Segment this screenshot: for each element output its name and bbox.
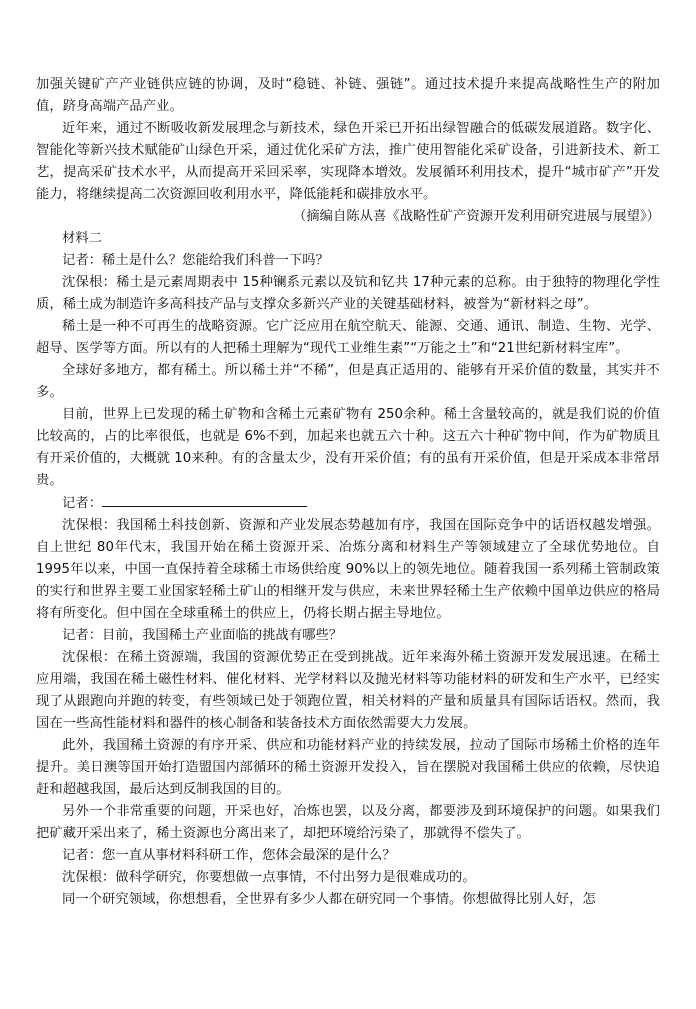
paragraph: 同一个研究领域，你想想看，全世界有多少人都在研究同一个事情。你想做得比别人好，怎 <box>62 892 596 907</box>
blank-question-label: 记者： <box>62 496 103 511</box>
paragraph: 全球好多地方，都有稀土。所以稀土并“不稀”，但是真正适用的、能够有开采价值的数量，其实并不多。 <box>36 363 660 400</box>
interview-answer: 沈保根：稀土是元素周期表中 15种镧系元素以及钪和钇共 17种元素的总称。由于独特的物理化学性质，稀土成为制造许多高科技产品与支撑众多新兴产业的关键基础材料，被誉为“新材料之母”。 <box>36 275 660 312</box>
interview-answer: 沈保根：我国稀土科技创新、资源和产业发展态势越加有序，我国在国际竞争中的话语权越发增强。自上世纪 80年代末，我国开始在稀土资源开采、冶炼分离和材料生产等领域建立了全球优势地位。自 1995年以来，中国一直保持着全球稀土市场供给度 90%以上的领先地位。随着我国一系列稀土管制政策的实行和世界主要工业国家轻稀土矿山的相继开发与供应，未来世界轻稀土生产依赖中国单边供应的格局将有所变化。但中国在全球重稀土的供应上，仍将长期占据主导地位。 <box>36 518 660 621</box>
blank-question <box>36 492 660 515</box>
interview-question: 记者：您一直从事材料科研工作，您体会最深的是什么？ <box>62 848 396 863</box>
source-citation: （摘编自陈从喜《战略性矿产资源开发利用研究进展与展望》） <box>292 209 660 224</box>
interview-question: 记者：稀土是什么？您能给我们科普一下吗？ <box>62 253 329 268</box>
paragraph: 目前，世界上已发现的稀土矿物和含稀土元素矿物有 250余种。稀土含量较高的，就是我们说的价值比较高的，占的比率很低，也就是 6%不到，加起来也就五六十种。这五六十种矿物中间，作为矿物质且有开采价值的，大概就 10来种。有的含量太少，没有开采价值；有的虽有开采价值，但是开采成本非常昂贵。 <box>36 407 660 488</box>
paragraph: 此外，我国稀土资源的有序开采、供应和功能材料产业的持续发展，拉动了国际市场稀土价格的连年提升。美日澳等国开始打造盟国内部循环的稀土资源开发投入，旨在摆脱对我国稀土供应的依赖，尽快追赶和超越我国，最后达到反制我国的目的。 <box>36 738 660 797</box>
paragraph: 稀土是一种不可再生的战略资源。它广泛应用在航空航天、能源、交通、通讯、制造、生物、光学、超导、医学等方面。所以有的人把稀土理解为“现代工业维生素”“万能之土”和“21世纪新材料宝库”。 <box>36 319 660 356</box>
answer-blank[interactable] <box>102 492 307 507</box>
interview-answer: 沈保根：在稀土资源端，我国的资源优势正在受到挑战。近年来海外稀土资源开发发展迅速。在稀土应用端，我国在稀土磁性材料、催化材料、光学材料以及抛光材料等功能材料的研发和生产水平，已经实现了从跟跑向并跑的转变，有些领域已处于领跑位置，相关材料的产量和质量具有国际话语权。然而，我国在一些高性能材料和器件的核心制备和装备技术方面依然需要大力发展。 <box>36 650 660 731</box>
document-page <box>36 74 660 911</box>
material-heading: 材料二 <box>62 231 103 246</box>
interview-question: 记者：目前，我国稀土产业面临的挑战有哪些？ <box>62 628 343 643</box>
interview-answer: 沈保根：做科学研究，你要想做一点事情，不付出努力是很难成功的。 <box>62 870 476 885</box>
paragraph: 另外一个非常重要的问题，开采也好，冶炼也罢，以及分离，都要涉及到环境保护的问题。如果我们把矿藏开采出来了，稀土资源也分离出来了，却把环境给污染了，那就得不偿失了。 <box>36 804 660 841</box>
paragraph: 近年来，通过不断吸收新发展理念与新技术，绿色开采已开拓出绿智融合的低碳发展道路。数字化、智能化等新兴技术赋能矿山绿色开采，通过优化采矿方法，推广使用智能化采矿设备，引进新技术、新工艺，提高采矿技术水平，从而提高开采回采率，实现降本增效。发展循环利用技术，提升“城市矿产”开发能力，将继续提高二次资源回收利用水平，降低能耗和碳排放水平。 <box>36 121 660 202</box>
paragraph: 加强关键矿产产业链供应链的协调，及时“稳链、补链、强链”。通过技术提升来提高战略性生产的附加值，跻身高端产品产业。 <box>36 77 660 114</box>
